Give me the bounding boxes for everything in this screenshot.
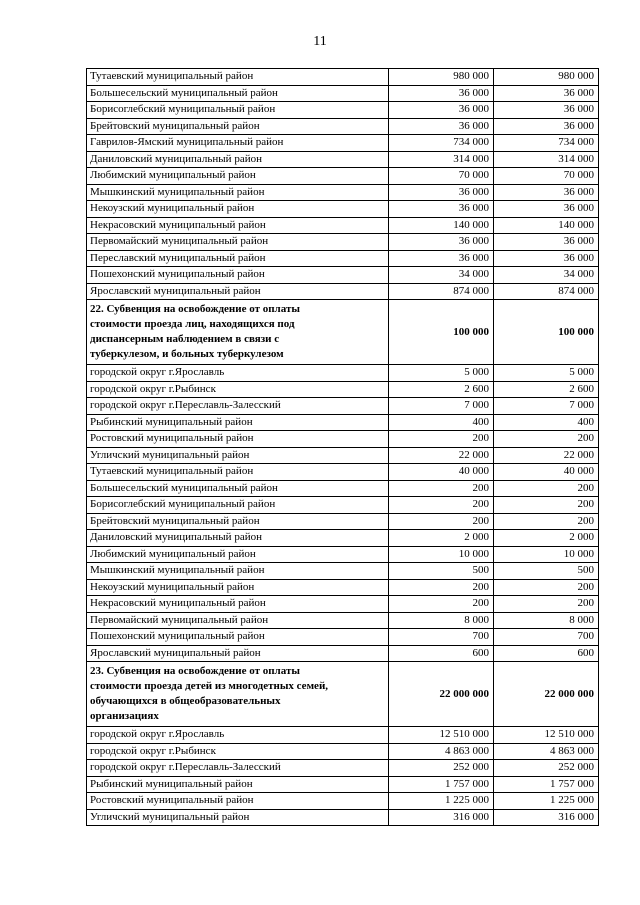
amount-plan-cell: 8 000 [389, 612, 494, 629]
table-row [87, 809, 599, 826]
table-row [87, 414, 599, 431]
section-amount-total-cell: 22 000 000 [494, 662, 599, 727]
municipality-name-cell: Даниловский муниципальный район [87, 530, 389, 547]
table-row [87, 727, 599, 744]
amount-total-cell: 200 [494, 579, 599, 596]
amount-plan-cell: 200 [389, 579, 494, 596]
amount-total-cell: 36 000 [494, 118, 599, 135]
municipality-name-cell: Ярославский муниципальный район [87, 645, 389, 662]
municipality-name-cell: Угличский муниципальный район [87, 447, 389, 464]
municipality-name-cell: Любимский муниципальный район [87, 546, 389, 563]
table-row [87, 398, 599, 415]
amount-total-cell: 36 000 [494, 234, 599, 251]
amount-total-cell: 600 [494, 645, 599, 662]
amount-total-cell: 2 000 [494, 530, 599, 547]
amount-total-cell: 200 [494, 513, 599, 530]
municipality-name-cell: городской округ г.Ярославль [87, 365, 389, 382]
municipality-name-cell: Переславский муниципальный район [87, 250, 389, 267]
municipality-name-cell: Даниловский муниципальный район [87, 151, 389, 168]
amount-plan-cell: 500 [389, 563, 494, 580]
municipality-name-cell: Любимский муниципальный район [87, 168, 389, 185]
table-row [87, 85, 599, 102]
amount-plan-cell: 10 000 [389, 546, 494, 563]
amount-total-cell: 314 000 [494, 151, 599, 168]
amount-plan-cell: 2 000 [389, 530, 494, 547]
amount-total-cell: 400 [494, 414, 599, 431]
table-row [87, 365, 599, 382]
table-row [87, 596, 599, 613]
table-row [87, 480, 599, 497]
amount-plan-cell: 36 000 [389, 234, 494, 251]
section-title-line: 23. Субвенция на освобождение от оплаты [90, 665, 300, 677]
amount-total-cell: 140 000 [494, 217, 599, 234]
table-row [87, 168, 599, 185]
amount-total-cell: 7 000 [494, 398, 599, 415]
municipality-name-cell: Большесельский муниципальный район [87, 480, 389, 497]
municipality-name-cell: Ростовский муниципальный район [87, 793, 389, 810]
municipality-name-cell: Тутаевский муниципальный район [87, 69, 389, 86]
table-row [87, 760, 599, 777]
amount-total-cell: 5 000 [494, 365, 599, 382]
amount-total-cell: 500 [494, 563, 599, 580]
municipality-name-cell: Ярославский муниципальный район [87, 283, 389, 300]
amount-total-cell: 8 000 [494, 612, 599, 629]
table-row [87, 513, 599, 530]
municipality-name-cell: Пошехонский муниципальный район [87, 629, 389, 646]
amount-total-cell: 252 000 [494, 760, 599, 777]
section-title-cell [87, 300, 389, 365]
amount-total-cell: 36 000 [494, 184, 599, 201]
table-row [87, 776, 599, 793]
table-row [87, 102, 599, 119]
amount-plan-cell: 700 [389, 629, 494, 646]
municipality-name-cell: Рыбинский муниципальный район [87, 776, 389, 793]
amount-plan-cell: 12 510 000 [389, 727, 494, 744]
table-row [87, 135, 599, 152]
amount-plan-cell: 22 000 [389, 447, 494, 464]
table-row [87, 118, 599, 135]
amount-total-cell: 700 [494, 629, 599, 646]
municipality-name-cell: Брейтовский муниципальный район [87, 118, 389, 135]
amount-plan-cell: 140 000 [389, 217, 494, 234]
subvention-table-body [87, 69, 599, 826]
table-row [87, 267, 599, 284]
section-amount-plan-cell: 22 000 000 [389, 662, 494, 727]
amount-total-cell: 36 000 [494, 201, 599, 218]
municipality-name-cell: городской округ г.Переславль-Залесский [87, 760, 389, 777]
amount-total-cell: 200 [494, 480, 599, 497]
amount-plan-cell: 1 757 000 [389, 776, 494, 793]
table-row [87, 283, 599, 300]
amount-plan-cell: 4 863 000 [389, 743, 494, 760]
amount-plan-cell: 874 000 [389, 283, 494, 300]
amount-plan-cell: 2 600 [389, 381, 494, 398]
section-title-line: 22. Субвенция на освобождение от оплаты [90, 303, 300, 315]
municipality-name-cell: Рыбинский муниципальный район [87, 414, 389, 431]
municipality-name-cell: городской округ г.Рыбинск [87, 381, 389, 398]
amount-plan-cell: 36 000 [389, 184, 494, 201]
amount-total-cell: 874 000 [494, 283, 599, 300]
table-row [87, 201, 599, 218]
municipality-name-cell: Мышкинский муниципальный район [87, 184, 389, 201]
amount-plan-cell: 36 000 [389, 201, 494, 218]
subvention-table [86, 68, 599, 826]
table-row [87, 381, 599, 398]
amount-plan-cell: 5 000 [389, 365, 494, 382]
municipality-name-cell: Первомайский муниципальный район [87, 612, 389, 629]
amount-plan-cell: 36 000 [389, 118, 494, 135]
municipality-name-cell: Борисоглебский муниципальный район [87, 497, 389, 514]
page-number: 11 [313, 34, 327, 49]
table-row [87, 151, 599, 168]
table-row [87, 793, 599, 810]
table-row [87, 530, 599, 547]
amount-plan-cell: 36 000 [389, 102, 494, 119]
municipality-name-cell: Некрасовский муниципальный район [87, 596, 389, 613]
municipality-name-cell: Некрасовский муниципальный район [87, 217, 389, 234]
section-amount-plan-cell: 100 000 [389, 300, 494, 365]
amount-total-cell: 40 000 [494, 464, 599, 481]
section-header-row [87, 300, 599, 365]
table-row [87, 546, 599, 563]
table-row [87, 431, 599, 448]
amount-plan-cell: 314 000 [389, 151, 494, 168]
table-row [87, 645, 599, 662]
amount-plan-cell: 600 [389, 645, 494, 662]
amount-total-cell: 200 [494, 431, 599, 448]
amount-total-cell: 22 000 [494, 447, 599, 464]
amount-total-cell: 4 863 000 [494, 743, 599, 760]
municipality-name-cell: Некоузский муниципальный район [87, 579, 389, 596]
municipality-name-cell: Угличский муниципальный район [87, 809, 389, 826]
amount-total-cell: 36 000 [494, 250, 599, 267]
amount-total-cell: 316 000 [494, 809, 599, 826]
amount-total-cell: 734 000 [494, 135, 599, 152]
section-header-row [87, 662, 599, 727]
amount-total-cell: 200 [494, 497, 599, 514]
amount-plan-cell: 980 000 [389, 69, 494, 86]
municipality-name-cell: Пошехонский муниципальный район [87, 267, 389, 284]
amount-total-cell: 200 [494, 596, 599, 613]
municipality-name-cell: городской округ г.Рыбинск [87, 743, 389, 760]
table-row [87, 579, 599, 596]
amount-plan-cell: 316 000 [389, 809, 494, 826]
table-row [87, 69, 599, 86]
amount-total-cell: 980 000 [494, 69, 599, 86]
municipality-name-cell: Ростовский муниципальный район [87, 431, 389, 448]
municipality-name-cell: Большесельский муниципальный район [87, 85, 389, 102]
amount-total-cell: 1 757 000 [494, 776, 599, 793]
table-row [87, 497, 599, 514]
amount-total-cell: 36 000 [494, 102, 599, 119]
section-title-line: туберкулезом, и больных туберкулезом [90, 348, 284, 360]
table-row [87, 464, 599, 481]
table-row [87, 250, 599, 267]
section-title-cell [87, 662, 389, 727]
amount-plan-cell: 1 225 000 [389, 793, 494, 810]
table-row [87, 563, 599, 580]
municipality-name-cell: Борисоглебский муниципальный район [87, 102, 389, 119]
section-title-line: организациях [90, 710, 159, 722]
amount-plan-cell: 70 000 [389, 168, 494, 185]
table-row [87, 743, 599, 760]
amount-total-cell: 12 510 000 [494, 727, 599, 744]
amount-total-cell: 70 000 [494, 168, 599, 185]
amount-plan-cell: 34 000 [389, 267, 494, 284]
municipality-name-cell: городской округ г.Ярославль [87, 727, 389, 744]
amount-plan-cell: 200 [389, 431, 494, 448]
table-row [87, 184, 599, 201]
amount-total-cell: 34 000 [494, 267, 599, 284]
section-title-line: обучающихся в общеобразовательных [90, 695, 281, 707]
amount-plan-cell: 36 000 [389, 250, 494, 267]
amount-plan-cell: 734 000 [389, 135, 494, 152]
amount-total-cell: 36 000 [494, 85, 599, 102]
amount-plan-cell: 36 000 [389, 85, 494, 102]
municipality-name-cell: Мышкинский муниципальный район [87, 563, 389, 580]
amount-plan-cell: 400 [389, 414, 494, 431]
amount-plan-cell: 200 [389, 497, 494, 514]
section-title-line: стоимости проезда детей из многодетных семей, [90, 680, 329, 692]
section-title-line: стоимости проезда лиц, находящихся под [90, 318, 295, 330]
table-row [87, 447, 599, 464]
amount-plan-cell: 40 000 [389, 464, 494, 481]
municipality-name-cell: Брейтовский муниципальный район [87, 513, 389, 530]
municipality-name-cell: Гаврилов-Ямский муниципальный район [87, 135, 389, 152]
table-row [87, 217, 599, 234]
amount-plan-cell: 200 [389, 513, 494, 530]
municipality-name-cell: Некоузский муниципальный район [87, 201, 389, 218]
amount-total-cell: 10 000 [494, 546, 599, 563]
amount-total-cell: 2 600 [494, 381, 599, 398]
amount-plan-cell: 252 000 [389, 760, 494, 777]
section-title-line: диспансерным наблюдением в связи с [90, 333, 280, 345]
amount-total-cell: 1 225 000 [494, 793, 599, 810]
amount-plan-cell: 7 000 [389, 398, 494, 415]
table-row [87, 629, 599, 646]
municipality-name-cell: Тутаевский муниципальный район [87, 464, 389, 481]
amount-plan-cell: 200 [389, 480, 494, 497]
section-amount-total-cell: 100 000 [494, 300, 599, 365]
table-row [87, 234, 599, 251]
amount-plan-cell: 200 [389, 596, 494, 613]
municipality-name-cell: Первомайский муниципальный район [87, 234, 389, 251]
municipality-name-cell: городской округ г.Переславль-Залесский [87, 398, 389, 415]
table-row [87, 612, 599, 629]
